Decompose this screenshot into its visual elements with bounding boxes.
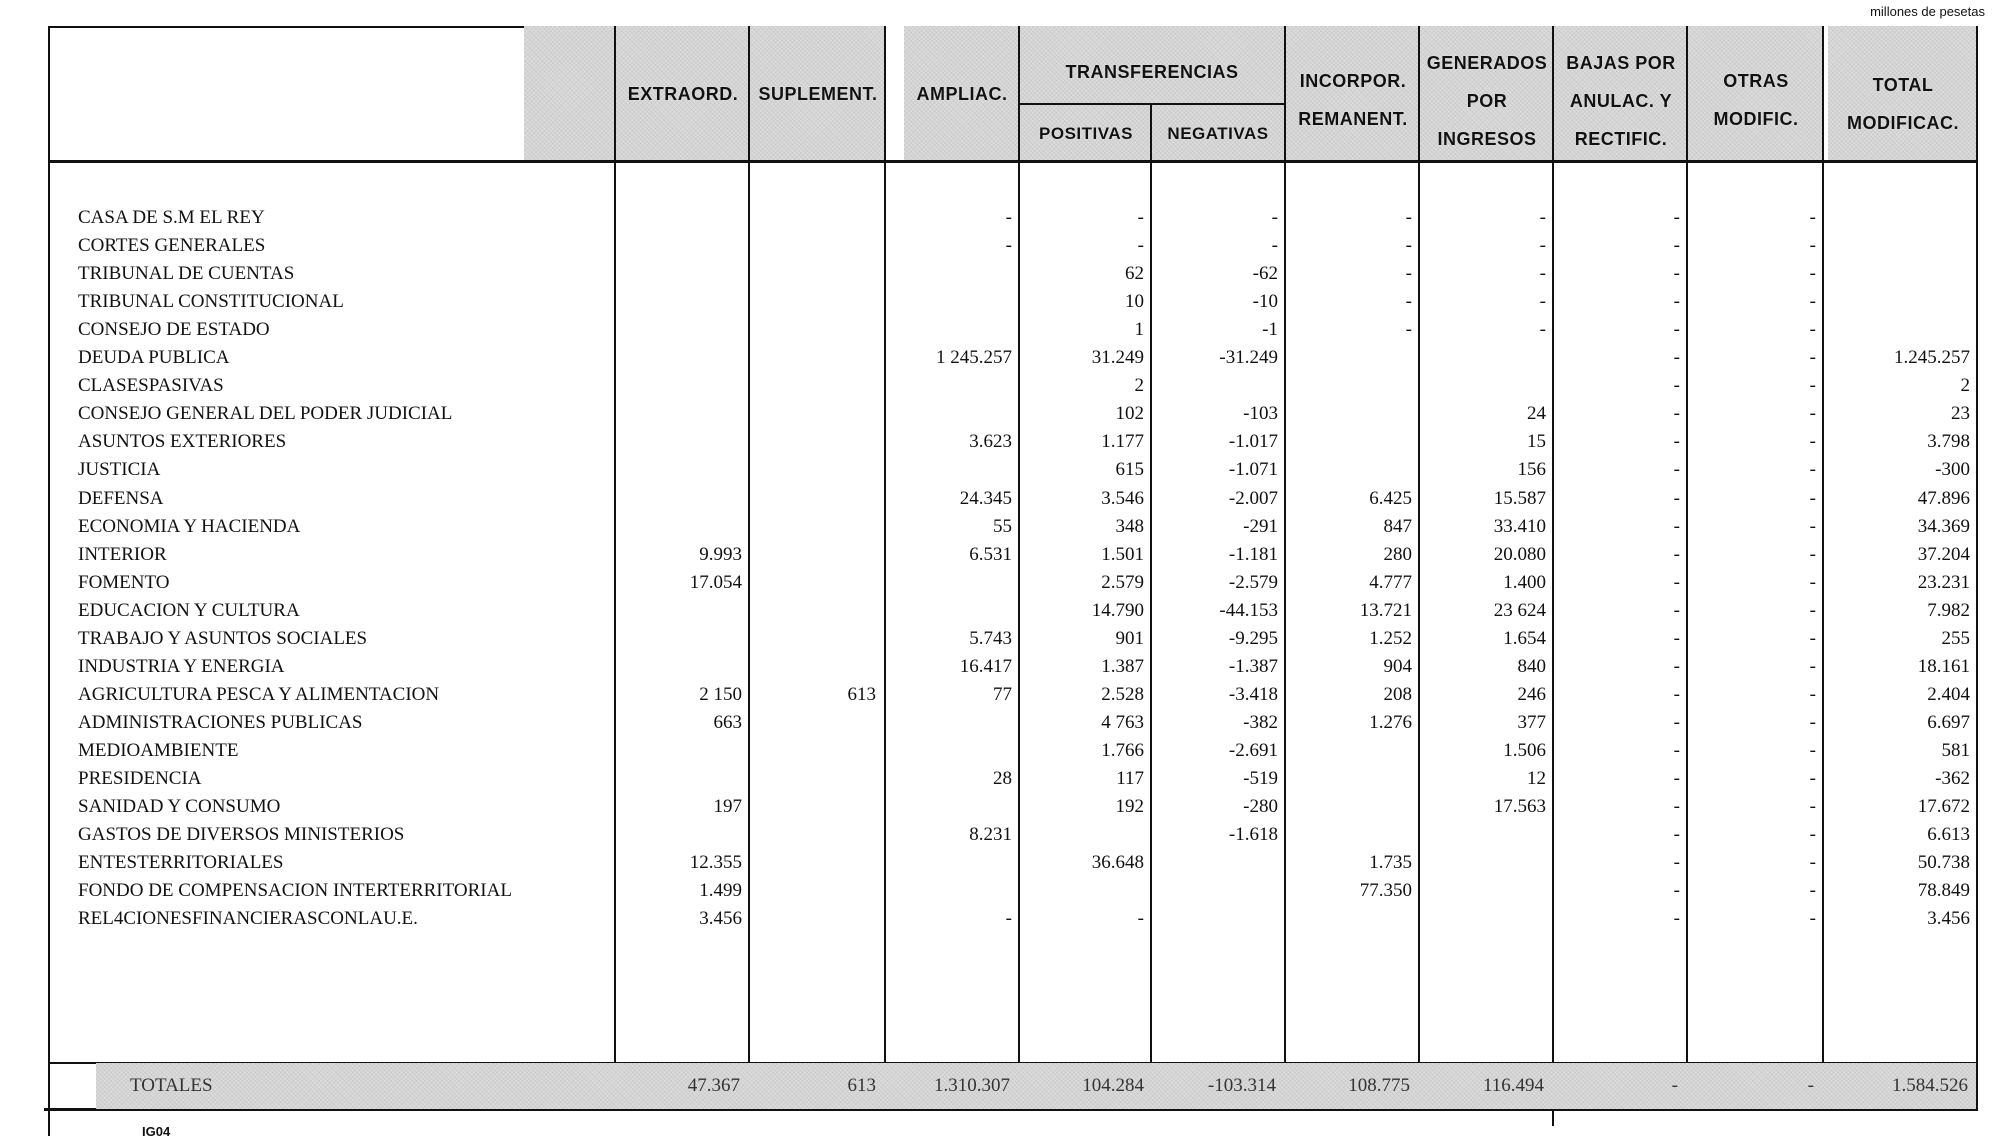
cell-amp: 55 [993, 515, 1012, 537]
row-label: FONDO DE COMPENSACION INTERTERRITORIAL [78, 880, 512, 902]
cell-tot: 34.369 [1917, 515, 1970, 537]
cell-otr: - [1809, 571, 1816, 593]
cell-otr: - [1809, 319, 1816, 341]
table-row [0, 485, 2000, 513]
cell-otr: - [1809, 852, 1816, 874]
totals-baj: - [1671, 1075, 1678, 1096]
cell-neg: -103 [1243, 403, 1278, 425]
cell-inc: - [1405, 263, 1412, 285]
cell-gen: 15.587 [1493, 487, 1546, 509]
cell-pos: 2.528 [1101, 683, 1144, 705]
table-row [0, 316, 2000, 344]
cell-neg: -1.181 [1228, 543, 1278, 565]
cell-ext: 9.993 [699, 543, 742, 565]
grid-transfer-split [1020, 103, 1284, 105]
cell-pos: 117 [1116, 768, 1144, 789]
cell-inc: 77.350 [1359, 880, 1412, 902]
cell-gen: 840 [1517, 655, 1546, 677]
cell-baj: - [1673, 403, 1680, 425]
cell-tot: 3.798 [1927, 431, 1970, 453]
cell-baj: - [1673, 739, 1680, 761]
cell-otr: - [1809, 543, 1816, 565]
cell-inc: - [1405, 291, 1412, 313]
totals-ext: 47.367 [687, 1075, 740, 1096]
table-row [0, 709, 2000, 737]
cell-otr: - [1809, 739, 1816, 761]
cell-otr: - [1809, 515, 1816, 537]
cell-baj: - [1673, 543, 1680, 565]
table-row [0, 877, 2000, 905]
cell-gen: 33.410 [1493, 515, 1546, 537]
cell-gen: - [1539, 235, 1546, 257]
table-row [0, 597, 2000, 625]
cell-baj: - [1673, 319, 1680, 341]
cell-pos: 2 [1134, 375, 1144, 397]
cell-neg: -280 [1243, 796, 1278, 818]
cell-ext: 3.456 [699, 908, 742, 930]
cell-baj: - [1673, 347, 1680, 369]
cell-neg: -1.387 [1228, 655, 1278, 677]
cell-pos: 36.648 [1091, 852, 1144, 874]
cell-baj: - [1673, 627, 1680, 649]
cell-tot: 2.404 [1927, 683, 1970, 705]
cell-gen: - [1539, 207, 1546, 228]
cell-gen: 1.400 [1503, 571, 1546, 593]
cell-neg: -1.017 [1228, 431, 1278, 453]
table-row [0, 821, 2000, 849]
cell-inc: 208 [1383, 683, 1412, 705]
cell-tot: 6.697 [1927, 711, 1970, 733]
grid-top [48, 26, 524, 28]
cell-tot: -362 [1935, 768, 1970, 789]
cell-gen: 12 [1527, 768, 1546, 789]
cell-tot: 18.161 [1917, 655, 1970, 677]
cell-otr: - [1809, 908, 1816, 930]
cell-inc: 1.252 [1369, 627, 1412, 649]
cell-amp: 8.231 [969, 824, 1012, 846]
header-incorpor: INCORPOR. REMANENT. [1286, 26, 1420, 162]
cell-pos: 1.766 [1101, 739, 1144, 761]
cell-inc: 1.735 [1369, 852, 1412, 874]
cell-neg: -62 [1252, 263, 1278, 285]
row-label: ASUNTOS EXTERIORES [78, 431, 287, 453]
cell-baj: - [1673, 459, 1680, 481]
row-label: CONSEJO DE ESTADO [78, 319, 270, 341]
cell-otr: - [1809, 459, 1816, 481]
cell-otr: - [1809, 207, 1816, 228]
table-row [0, 905, 2000, 933]
cell-amp: 3.623 [969, 431, 1012, 453]
table-row [0, 513, 2000, 541]
cell-pos: 1.387 [1101, 655, 1144, 677]
row-label: CLASESPASIVAS [78, 375, 224, 397]
table-row [0, 569, 2000, 597]
cell-otr: - [1809, 291, 1816, 313]
cell-gen: 15 [1527, 431, 1546, 453]
table-row [0, 260, 2000, 288]
cell-ext: 12.355 [689, 852, 742, 874]
header-positivas: POSITIVAS [1020, 104, 1152, 162]
cell-otr: - [1809, 347, 1816, 369]
header-transferencias: TRANSFERENCIAS [1020, 26, 1284, 104]
cell-amp: 28 [993, 768, 1012, 789]
cell-inc: - [1405, 319, 1412, 341]
cell-neg: -1.071 [1228, 459, 1278, 481]
cell-baj: - [1673, 880, 1680, 902]
totals-otr: - [1807, 1075, 1814, 1096]
row-label: SANIDAD Y CONSUMO [78, 796, 281, 818]
cell-otr: - [1809, 796, 1816, 818]
row-label: ECONOMIA Y HACIENDA [78, 515, 301, 537]
cell-pos: 615 [1115, 459, 1144, 481]
cell-ext: 1.499 [699, 880, 742, 902]
totals-gen: 116.494 [1482, 1075, 1544, 1096]
row-label: CONSEJO GENERAL DEL PODER JUDICIAL [78, 403, 453, 425]
cell-otr: - [1809, 880, 1816, 902]
cell-otr: - [1809, 824, 1816, 846]
table-row [0, 372, 2000, 400]
row-label: ENTESTERRITORIALES [78, 852, 284, 874]
header-generados: GENERADOS POR INGRESOS [1420, 26, 1554, 162]
cell-amp: - [1005, 235, 1012, 257]
cell-tot: 255 [1941, 627, 1970, 649]
cell-tot: 581 [1941, 739, 1970, 761]
cell-gen: 20.080 [1493, 543, 1546, 565]
row-label: PRESIDENCIA [78, 768, 202, 789]
row-label: TRABAJO Y ASUNTOS SOCIALES [78, 627, 368, 649]
cell-baj: - [1673, 852, 1680, 874]
table-row [0, 344, 2000, 372]
cell-tot: 1.245.257 [1894, 347, 1970, 369]
table-row [0, 625, 2000, 653]
cell-neg: -519 [1243, 768, 1278, 789]
header-suplement: SUPLEMENT. [750, 26, 886, 162]
cell-amp: - [1005, 908, 1012, 930]
cell-pos: - [1137, 207, 1144, 228]
cell-tot: 37.204 [1917, 543, 1970, 565]
totals-amp: 1.310.307 [934, 1075, 1010, 1096]
row-label: TRIBUNAL CONSTITUCIONAL [78, 291, 344, 313]
cell-otr: - [1809, 487, 1816, 509]
cell-baj: - [1673, 571, 1680, 593]
cell-gen: - [1539, 263, 1546, 285]
cell-baj: - [1673, 711, 1680, 733]
table-row [0, 681, 2000, 709]
row-label: JUSTICIA [78, 459, 161, 481]
cell-baj: - [1673, 263, 1680, 285]
cell-amp: 5.743 [969, 627, 1012, 649]
row-label: AGRICULTURA PESCA Y ALIMENTACION [78, 683, 440, 705]
cell-pos: 1 [1134, 319, 1144, 341]
header-spacer [524, 26, 616, 162]
cell-pos: 62 [1125, 263, 1144, 285]
row-label: TRIBUNAL DE CUENTAS [78, 263, 295, 285]
table-row [0, 428, 2000, 456]
row-label: CORTES GENERALES [78, 235, 266, 257]
cell-gen: - [1539, 291, 1546, 313]
cell-gen: 1.654 [1503, 627, 1546, 649]
header-extraord: EXTRAORD. [616, 26, 750, 162]
table-row [0, 456, 2000, 484]
cell-tot: 7.982 [1927, 599, 1970, 621]
cell-pos: 192 [1115, 796, 1144, 818]
cell-baj: - [1673, 655, 1680, 677]
cell-baj: - [1673, 599, 1680, 621]
cell-pos: 10 [1125, 291, 1144, 313]
header-negativas: NEGATIVAS [1152, 104, 1284, 162]
cell-ext: 197 [713, 796, 742, 818]
cell-baj: - [1673, 796, 1680, 818]
row-label: INTERIOR [78, 543, 167, 565]
row-label: INDUSTRIA Y ENERGIA [78, 655, 285, 677]
cell-tot: 50.738 [1917, 852, 1970, 874]
totals-neg: -103.314 [1207, 1075, 1276, 1096]
header-total: TOTAL MODIFICAC. [1828, 26, 1978, 162]
cell-pos: 31.249 [1091, 347, 1144, 369]
row-label: EDUCACION Y CULTURA [78, 599, 300, 621]
cell-neg: -291 [1243, 515, 1278, 537]
cell-gen: 377 [1517, 711, 1546, 733]
cell-neg: -2.691 [1228, 739, 1278, 761]
cell-inc: 280 [1383, 543, 1412, 565]
row-label: GASTOS DE DIVERSOS MINISTERIOS [78, 824, 405, 846]
cell-pos: 14.790 [1091, 599, 1144, 621]
cell-otr: - [1809, 263, 1816, 285]
cell-baj: - [1673, 207, 1680, 228]
cell-baj: - [1673, 683, 1680, 705]
cell-baj: - [1673, 431, 1680, 453]
cell-amp: 1 245.257 [936, 347, 1012, 369]
cell-neg: -31.249 [1219, 347, 1278, 369]
table-row [0, 232, 2000, 260]
cell-gen: 246 [1517, 683, 1546, 705]
cell-pos: 1.501 [1101, 543, 1144, 565]
row-label: MEDIOAMBIENTE [78, 739, 239, 761]
table-row [0, 400, 2000, 428]
cell-tot: 2 [1960, 375, 1970, 397]
cell-otr: - [1809, 768, 1816, 789]
cell-ext: 663 [713, 711, 742, 733]
cell-inc: 6.425 [1369, 487, 1412, 509]
cell-gen: 23 624 [1493, 599, 1546, 621]
cell-tot: -300 [1935, 459, 1970, 481]
cell-neg: - [1271, 235, 1278, 257]
cell-tot: 3.456 [1927, 908, 1970, 930]
totals-tot: 1.584.526 [1892, 1075, 1968, 1096]
cell-neg: -10 [1252, 291, 1278, 313]
cell-neg: -2.579 [1228, 571, 1278, 593]
cell-otr: - [1809, 711, 1816, 733]
cell-baj: - [1673, 235, 1680, 257]
totals-inc: 108.775 [1348, 1075, 1410, 1096]
header-bajas: BAJAS POR ANULAC. Y RECTIFIC. [1554, 26, 1688, 162]
cell-neg: -1 [1262, 319, 1278, 341]
cell-otr: - [1809, 599, 1816, 621]
row-label: DEFENSA [78, 487, 164, 509]
cell-otr: - [1809, 403, 1816, 425]
cell-baj: - [1673, 824, 1680, 846]
cell-pos: 348 [1115, 515, 1144, 537]
cell-pos: - [1137, 235, 1144, 257]
cell-pos: 1.177 [1101, 431, 1144, 453]
totals-label: TOTALES [130, 1075, 213, 1096]
cell-tot: 6.613 [1927, 824, 1970, 846]
cell-neg: -3.418 [1228, 683, 1278, 705]
cell-inc: 4.777 [1369, 571, 1412, 593]
row-label: ADMINISTRACIONES PUBLICAS [78, 711, 363, 733]
cell-otr: - [1809, 655, 1816, 677]
unit-note: millones de pesetas [1870, 4, 1985, 19]
row-label: FOMENTO [78, 571, 170, 593]
cell-tot: 47.896 [1917, 487, 1970, 509]
cell-gen: 1.506 [1503, 739, 1546, 761]
cell-pos: 2.579 [1101, 571, 1144, 593]
cell-otr: - [1809, 375, 1816, 397]
cell-baj: - [1673, 291, 1680, 313]
cell-baj: - [1673, 768, 1680, 789]
cell-amp: - [1005, 207, 1012, 228]
cell-inc: 904 [1383, 655, 1412, 677]
cell-pos: 3.546 [1101, 487, 1144, 509]
table-row [0, 653, 2000, 681]
cell-pos: 4 763 [1101, 711, 1144, 733]
cell-neg: -44.153 [1219, 599, 1278, 621]
cell-gen: 156 [1517, 459, 1546, 481]
cell-otr: - [1809, 627, 1816, 649]
cell-gen: 17.563 [1493, 796, 1546, 818]
cell-neg: - [1271, 207, 1278, 228]
cell-tot: 78.849 [1917, 880, 1970, 902]
cell-otr: - [1809, 683, 1816, 705]
table-row [0, 541, 2000, 569]
totals-row [96, 1063, 1976, 1109]
cell-baj: - [1673, 515, 1680, 537]
cell-tot: 23.231 [1917, 571, 1970, 593]
row-label: CASA DE S.M EL REY [78, 207, 265, 228]
cell-otr: - [1809, 431, 1816, 453]
cell-pos: - [1137, 908, 1144, 930]
cell-inc: 1.276 [1369, 711, 1412, 733]
cell-tot: 23 [1951, 403, 1970, 425]
table-row [0, 288, 2000, 316]
cell-amp: 24.345 [959, 487, 1012, 509]
table-row [0, 204, 2000, 232]
row-label: DEUDA PUBLICA [78, 347, 230, 369]
cell-tot: 17.672 [1917, 796, 1970, 818]
cell-ext: 2 150 [699, 683, 742, 705]
cell-gen: 24 [1527, 403, 1546, 425]
cell-pos: 901 [1115, 627, 1144, 649]
table-row [0, 793, 2000, 821]
cell-baj: - [1673, 375, 1680, 397]
cell-neg: -9.295 [1228, 627, 1278, 649]
table-row [0, 737, 2000, 765]
table-row [0, 765, 2000, 793]
cell-baj: - [1673, 487, 1680, 509]
cell-amp: 6.531 [969, 543, 1012, 565]
cell-amp: 16.417 [959, 655, 1012, 677]
cell-neg: -1.618 [1228, 824, 1278, 846]
grid-header-bottom [48, 160, 1978, 163]
table-row [0, 849, 2000, 877]
cell-neg: -382 [1243, 711, 1278, 733]
header-ampliac: AMPLIAC. [904, 26, 1020, 162]
cell-neg: -2.007 [1228, 487, 1278, 509]
cell-inc: 847 [1383, 515, 1412, 537]
cell-inc: 13.721 [1359, 599, 1412, 621]
cell-pos: 102 [1115, 403, 1144, 425]
totals-pos: 104.284 [1082, 1075, 1144, 1096]
cell-baj: - [1673, 908, 1680, 930]
cell-otr: - [1809, 235, 1816, 257]
cell-ext: 17.054 [689, 571, 742, 593]
cell-gen: - [1539, 319, 1546, 341]
footer-code: IG04 [142, 1124, 171, 1139]
cell-inc: - [1405, 207, 1412, 228]
totals-sup: 613 [847, 1075, 876, 1096]
cell-inc: - [1405, 235, 1412, 257]
row-label: REL4CIONESFINANCIERASCONLAU.E. [78, 908, 418, 930]
cell-amp: 77 [993, 683, 1012, 705]
cell-sup: 613 [847, 683, 876, 705]
header-otras: OTRAS MODIFIC. [1688, 26, 1824, 162]
